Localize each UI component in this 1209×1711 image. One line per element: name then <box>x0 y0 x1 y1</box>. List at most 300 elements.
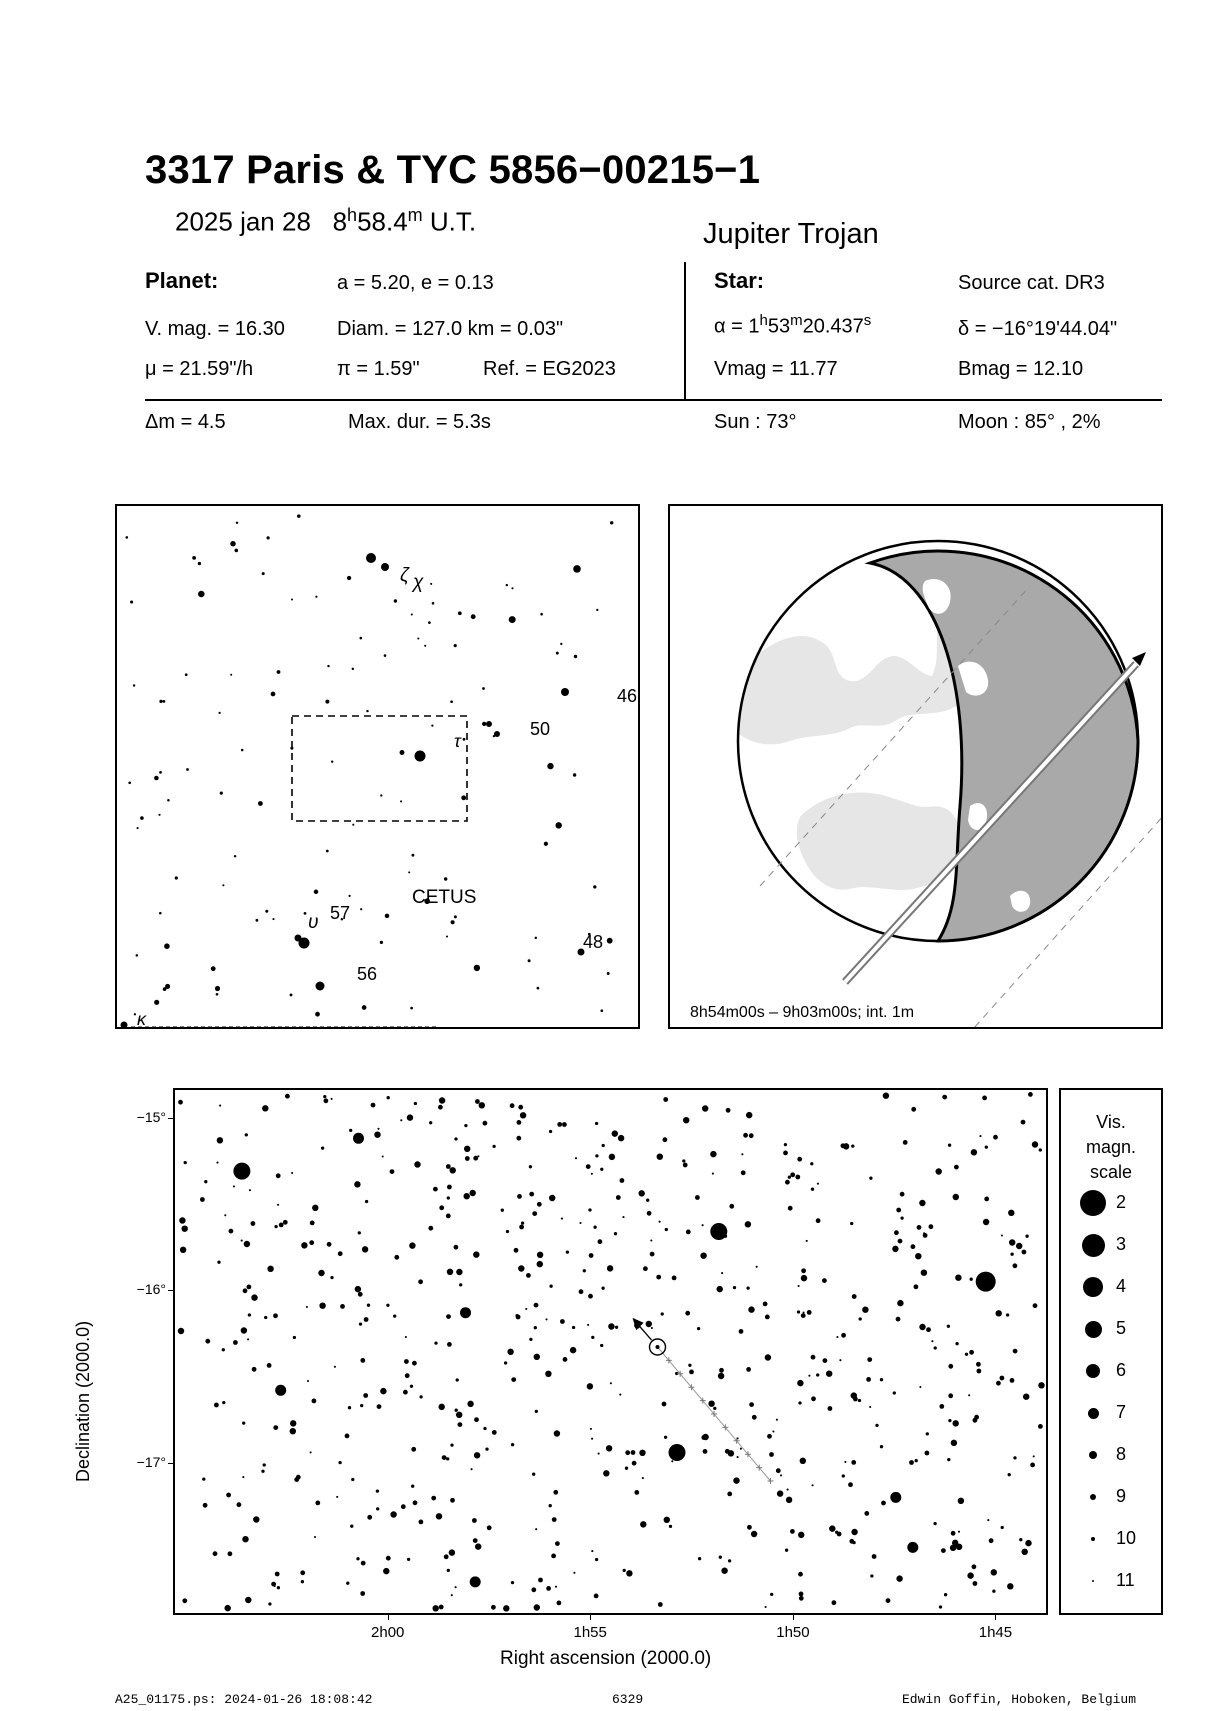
detail-star <box>447 1185 452 1190</box>
detail-star <box>247 1285 252 1290</box>
detail-star <box>382 1155 384 1157</box>
finder-star <box>154 776 159 781</box>
detail-star <box>456 1378 459 1381</box>
detail-star <box>314 1536 316 1538</box>
detail-star <box>1000 1376 1005 1381</box>
finder-star <box>424 645 426 647</box>
detail-star <box>851 1392 857 1398</box>
detail-star <box>593 1226 596 1229</box>
detail-star <box>473 1251 479 1257</box>
detail-star <box>545 1318 547 1320</box>
detail-star <box>769 1452 774 1457</box>
detail-star <box>504 1361 507 1364</box>
detail-star <box>925 1451 930 1456</box>
star-ra-minute-unit: m <box>790 312 803 329</box>
detail-star <box>836 1336 838 1338</box>
detail-star <box>785 1180 790 1185</box>
detail-star <box>338 1461 341 1464</box>
detail-star <box>934 1346 937 1349</box>
detail-star <box>537 1202 542 1207</box>
detail-star <box>799 1596 804 1601</box>
detail-star <box>859 1317 862 1320</box>
target-star <box>656 1345 660 1349</box>
detail-star <box>598 1239 603 1244</box>
detail-star <box>517 1194 522 1199</box>
event-datetime <box>175 205 476 238</box>
detail-star <box>200 1197 205 1202</box>
detail-star <box>900 1192 905 1197</box>
finder-star <box>493 735 495 737</box>
detail-star <box>456 1412 462 1418</box>
finder-star <box>408 871 410 873</box>
detail-star <box>603 1470 609 1476</box>
detail-star <box>787 1489 789 1491</box>
detail-star <box>439 1605 444 1610</box>
finder-star <box>411 613 413 615</box>
event-time-suffix: U.T. <box>429 206 477 237</box>
detail-star <box>1019 1538 1022 1541</box>
detail-star <box>362 1246 368 1252</box>
planet-parallax: π = 1.59" <box>337 358 420 380</box>
detail-star <box>741 1170 746 1175</box>
detail-star <box>903 1140 908 1145</box>
ra-tick-label: 2h00 <box>371 1624 405 1641</box>
legend-magnitude-label: 3 <box>1116 1234 1127 1254</box>
detail-star <box>947 1325 950 1328</box>
detail-star <box>537 1252 543 1258</box>
detail-star <box>983 1219 989 1225</box>
finder-star <box>596 609 598 611</box>
detail-star <box>767 1434 772 1439</box>
detail-star <box>363 1393 368 1398</box>
detail-star <box>919 1324 925 1330</box>
detail-star <box>965 1353 968 1356</box>
legend-dot <box>1080 1190 1106 1216</box>
detail-star <box>695 1195 700 1200</box>
detail-star <box>817 1183 819 1185</box>
detail-star <box>241 1327 247 1333</box>
legend-dot <box>1085 1321 1102 1338</box>
finder-star <box>164 943 170 949</box>
detail-star <box>447 1342 452 1347</box>
finder-star <box>352 668 354 670</box>
ra-axis-label: Right ascension (2000.0) <box>500 1648 712 1669</box>
detail-star <box>1033 1455 1035 1457</box>
detail-star <box>702 1224 704 1226</box>
detail-star <box>765 1606 767 1608</box>
detail-star <box>349 1129 352 1132</box>
detail-star <box>620 1178 625 1183</box>
detail-star <box>921 1269 927 1275</box>
detail-star <box>929 1224 934 1229</box>
detail-star <box>656 1275 661 1280</box>
legend-magnitude-label: 7 <box>1116 1402 1127 1422</box>
detail-star <box>1030 1463 1035 1468</box>
time-range-caption: 8h54m00s – 9h03m00s; int. 1m <box>690 1004 915 1021</box>
detail-star <box>1016 1243 1022 1249</box>
finder-star <box>186 768 189 771</box>
finder-star <box>304 912 307 915</box>
detail-star <box>492 1145 495 1148</box>
dec-tick-label: −16° <box>136 1281 166 1298</box>
finder-star <box>265 910 268 913</box>
detail-bright-star <box>976 1272 996 1292</box>
finder-star <box>347 576 351 580</box>
detail-star <box>745 1221 751 1227</box>
finder-star <box>121 1022 128 1028</box>
detail-star <box>356 1557 359 1560</box>
star-source: Source cat. DR3 <box>958 272 1105 294</box>
detail-star <box>507 1349 513 1355</box>
detail-star <box>880 1378 883 1381</box>
legend-magnitude-label: 4 <box>1116 1276 1127 1296</box>
finder-star <box>130 600 133 603</box>
detail-star <box>532 1211 537 1216</box>
detail-star <box>996 1381 1001 1386</box>
detail-star <box>939 1404 944 1409</box>
detail-star <box>590 1428 592 1430</box>
detail-star <box>748 1306 754 1312</box>
detail-star <box>285 1094 290 1099</box>
star-ra-seconds: 20.437 <box>802 315 864 338</box>
detail-star <box>439 1205 444 1210</box>
detail-star <box>864 1511 869 1516</box>
page-title: 3317 Paris & TYC 5856−00215−1 <box>145 148 761 192</box>
detail-star <box>557 1601 562 1606</box>
detail-star <box>911 1244 916 1249</box>
detail-star <box>797 1310 800 1313</box>
detail-star <box>985 1145 988 1148</box>
detail-star <box>1032 1141 1038 1147</box>
detail-star <box>811 1188 814 1191</box>
detail-star <box>785 1549 788 1552</box>
detail-star <box>463 1193 469 1199</box>
detail-star <box>242 1421 245 1424</box>
finder-star <box>234 855 236 857</box>
detail-star <box>380 1388 386 1394</box>
detail-star <box>517 1120 522 1125</box>
earth-globe-panel <box>668 504 1163 1029</box>
detail-star <box>896 1317 901 1322</box>
detail-bright-star <box>353 1133 364 1144</box>
legend-magnitude-label: 6 <box>1116 1360 1127 1380</box>
finder-star <box>450 700 453 703</box>
detail-star <box>725 1449 730 1454</box>
detail-star <box>798 1401 801 1404</box>
finder-star <box>380 794 382 796</box>
detail-star <box>665 1228 668 1231</box>
finder-star <box>384 654 387 657</box>
detail-star <box>1001 1526 1004 1529</box>
detail-star <box>650 1252 655 1257</box>
detail-star <box>1033 1303 1038 1308</box>
detail-star <box>511 1581 514 1584</box>
detail-star <box>952 1420 958 1426</box>
finder-star <box>159 912 162 915</box>
detail-star <box>851 1144 854 1147</box>
detail-star <box>942 1095 947 1100</box>
detail-star <box>545 1371 551 1377</box>
finder-star <box>555 822 561 828</box>
detail-star <box>788 1176 791 1179</box>
finder-star <box>272 918 274 920</box>
detail-star <box>1013 1349 1018 1354</box>
detail-star <box>458 1422 463 1427</box>
detail-star <box>393 1314 396 1317</box>
detail-star <box>492 1430 497 1435</box>
detail-star <box>669 1525 672 1528</box>
finder-star-field <box>121 514 614 1027</box>
detail-star <box>534 1604 540 1610</box>
detail-star <box>919 1386 921 1388</box>
detail-star <box>365 1200 368 1203</box>
detail-star <box>511 1377 516 1382</box>
finder-star <box>215 986 220 991</box>
detail-star <box>716 1286 722 1292</box>
star-ra-second-unit: s <box>863 312 872 329</box>
detail-star <box>659 1221 661 1223</box>
detail-star <box>181 1225 187 1231</box>
detail-star <box>683 1117 689 1123</box>
detail-star <box>756 1266 758 1268</box>
detail-star <box>933 1522 936 1525</box>
detail-star <box>514 1248 519 1253</box>
detail-star <box>587 1383 593 1389</box>
detail-star <box>310 1221 315 1226</box>
finder-star <box>471 614 476 619</box>
detail-star <box>446 1164 451 1169</box>
detail-star <box>438 1105 443 1110</box>
detail-star <box>619 1394 621 1396</box>
detail-star <box>917 1225 922 1230</box>
detail-star <box>475 1543 481 1549</box>
detail-star <box>521 1221 524 1224</box>
detail-star <box>1028 1092 1033 1097</box>
detail-star <box>510 1103 515 1108</box>
detail-star <box>310 1451 312 1453</box>
star-bmag: Bmag = 12.10 <box>958 358 1084 380</box>
star-ra <box>714 312 871 339</box>
event-time-m: 58.4 <box>357 206 408 237</box>
legend-dot <box>1083 1277 1103 1297</box>
detail-star <box>780 1474 782 1476</box>
detail-star <box>970 1278 973 1281</box>
finder-star <box>544 842 548 846</box>
detail-star <box>896 1575 902 1581</box>
detail-star <box>658 1602 663 1607</box>
detail-star <box>726 1108 731 1113</box>
detail-star <box>247 1338 249 1340</box>
detail-star <box>844 1461 846 1463</box>
detail-star <box>741 1153 743 1155</box>
detail-star <box>358 1292 363 1297</box>
detail-star <box>589 1253 594 1258</box>
detail-star <box>447 1569 450 1572</box>
object-class: Jupiter Trojan <box>703 218 879 250</box>
detail-star <box>892 1246 898 1252</box>
detail-star <box>586 1164 591 1169</box>
dec-axis-label: Declination (2000.0) <box>73 1320 93 1482</box>
detail-star <box>546 1586 551 1591</box>
detail-star <box>807 1310 812 1315</box>
detail-star <box>886 1598 891 1603</box>
legend-magnitude-label: 9 <box>1116 1486 1127 1506</box>
finder-star <box>331 761 333 763</box>
sun-elongation: Sun : 73° <box>714 411 797 433</box>
detail-star <box>243 1288 248 1293</box>
legend-dot <box>1091 1537 1095 1541</box>
detail-star <box>971 1149 977 1155</box>
detail-star <box>203 1503 208 1508</box>
detail-star <box>367 1515 372 1520</box>
planet-vmag: V. mag. = 16.30 <box>145 318 285 340</box>
finder-star <box>230 674 232 676</box>
detail-star <box>951 1531 956 1536</box>
detail-star <box>749 1402 754 1407</box>
detail-star <box>919 1200 925 1206</box>
detail-star <box>579 1289 584 1294</box>
detail-star <box>390 1169 395 1174</box>
detail-star <box>274 1225 277 1228</box>
detail-star <box>984 1197 989 1202</box>
detail-star <box>401 1504 406 1509</box>
finder-star <box>482 687 485 690</box>
detail-star <box>812 1484 814 1486</box>
detail-star <box>915 1253 921 1259</box>
detail-star <box>790 1172 795 1177</box>
finder-star <box>236 522 238 524</box>
detail-star <box>361 1561 366 1566</box>
finder-star <box>560 643 562 645</box>
detail-star <box>386 1304 389 1307</box>
detail-star <box>348 1406 351 1409</box>
detail-star <box>747 1525 752 1530</box>
detail-star <box>407 1558 410 1561</box>
detail-star <box>182 1598 187 1603</box>
ra-tick <box>388 1614 389 1620</box>
detail-star <box>531 1587 536 1592</box>
detail-star <box>273 1425 278 1430</box>
detail-star <box>729 1204 734 1209</box>
finder-star <box>458 611 462 615</box>
detail-star <box>276 1173 281 1178</box>
detail-star <box>713 1407 716 1410</box>
detail-star <box>969 1350 974 1355</box>
detail-star <box>290 1420 296 1426</box>
finder-star <box>154 1000 159 1005</box>
detail-star <box>595 1558 598 1561</box>
detail-star <box>947 1458 950 1461</box>
detail-star <box>442 1455 447 1460</box>
detail-star <box>682 1159 685 1162</box>
finder-star <box>573 565 581 573</box>
finder-star <box>360 637 363 640</box>
detail-star <box>770 1593 773 1596</box>
detail-star <box>968 1394 970 1396</box>
finder-star <box>482 722 486 726</box>
finder-star <box>607 972 610 975</box>
detail-star <box>233 1185 235 1187</box>
detail-star <box>538 1578 543 1583</box>
detail-star <box>290 1428 296 1434</box>
detail-star <box>600 1168 603 1171</box>
detail-star <box>697 1327 700 1330</box>
detail-star <box>712 1173 714 1175</box>
detail-star <box>469 1190 475 1196</box>
detail-star <box>334 1366 336 1368</box>
detail-star <box>958 1498 964 1504</box>
detail-star <box>746 1112 752 1118</box>
detail-star <box>575 1157 577 1159</box>
detail-star <box>799 1592 804 1597</box>
max-duration: Max. dur. = 5.3s <box>348 411 491 433</box>
detail-star <box>526 1273 531 1278</box>
finder-star <box>561 688 569 696</box>
detail-star <box>671 1460 673 1462</box>
finder-star <box>297 514 301 518</box>
detail-star <box>562 1122 567 1127</box>
finder-star <box>451 920 455 924</box>
detail-star <box>640 1521 646 1527</box>
detail-star <box>449 1549 455 1555</box>
detail-bright-star <box>669 1444 686 1461</box>
detail-star <box>387 1096 390 1099</box>
star-label-50: 50 <box>530 719 551 739</box>
detail-star <box>1021 1120 1026 1125</box>
star-label-tau: τ <box>454 731 461 751</box>
finder-star <box>163 987 167 991</box>
finder-star <box>256 919 259 922</box>
detail-star <box>318 1270 324 1276</box>
detail-star <box>233 1340 238 1345</box>
detail-star <box>979 1135 981 1137</box>
finder-star <box>556 652 559 655</box>
detail-star <box>405 1336 407 1338</box>
finder-star <box>326 850 329 853</box>
detail-star <box>595 1154 598 1157</box>
detail-star <box>359 1322 362 1325</box>
detail-star <box>371 1103 376 1108</box>
finder-star <box>463 738 466 741</box>
detail-star <box>409 1242 415 1248</box>
detail-star <box>446 1314 451 1319</box>
detail-star <box>467 1401 473 1407</box>
finder-star <box>258 801 263 806</box>
detail-star <box>795 1175 800 1180</box>
detail-star-chart <box>173 1088 1048 1615</box>
detail-star <box>253 1516 259 1522</box>
detail-star <box>982 1096 987 1101</box>
detail-star <box>245 1133 248 1136</box>
finder-star <box>600 1009 603 1012</box>
detail-star <box>721 1272 723 1274</box>
detail-star <box>251 1294 257 1300</box>
finder-star <box>216 993 219 996</box>
detail-bright-star <box>470 1576 481 1587</box>
footer-author: Edwin Goffin, Hoboken, Belgium <box>902 1692 1137 1707</box>
detail-star <box>737 1456 739 1458</box>
finder-star <box>175 876 178 879</box>
detail-star <box>989 1538 994 1543</box>
detail-star <box>377 1128 379 1130</box>
detail-star <box>951 1440 957 1446</box>
detail-star <box>896 1208 901 1213</box>
finder-star <box>474 965 480 971</box>
ra-tick <box>793 1614 794 1620</box>
detail-star <box>869 1406 871 1408</box>
detail-star <box>721 1567 727 1573</box>
star-label-upsilon: υ <box>308 912 319 933</box>
